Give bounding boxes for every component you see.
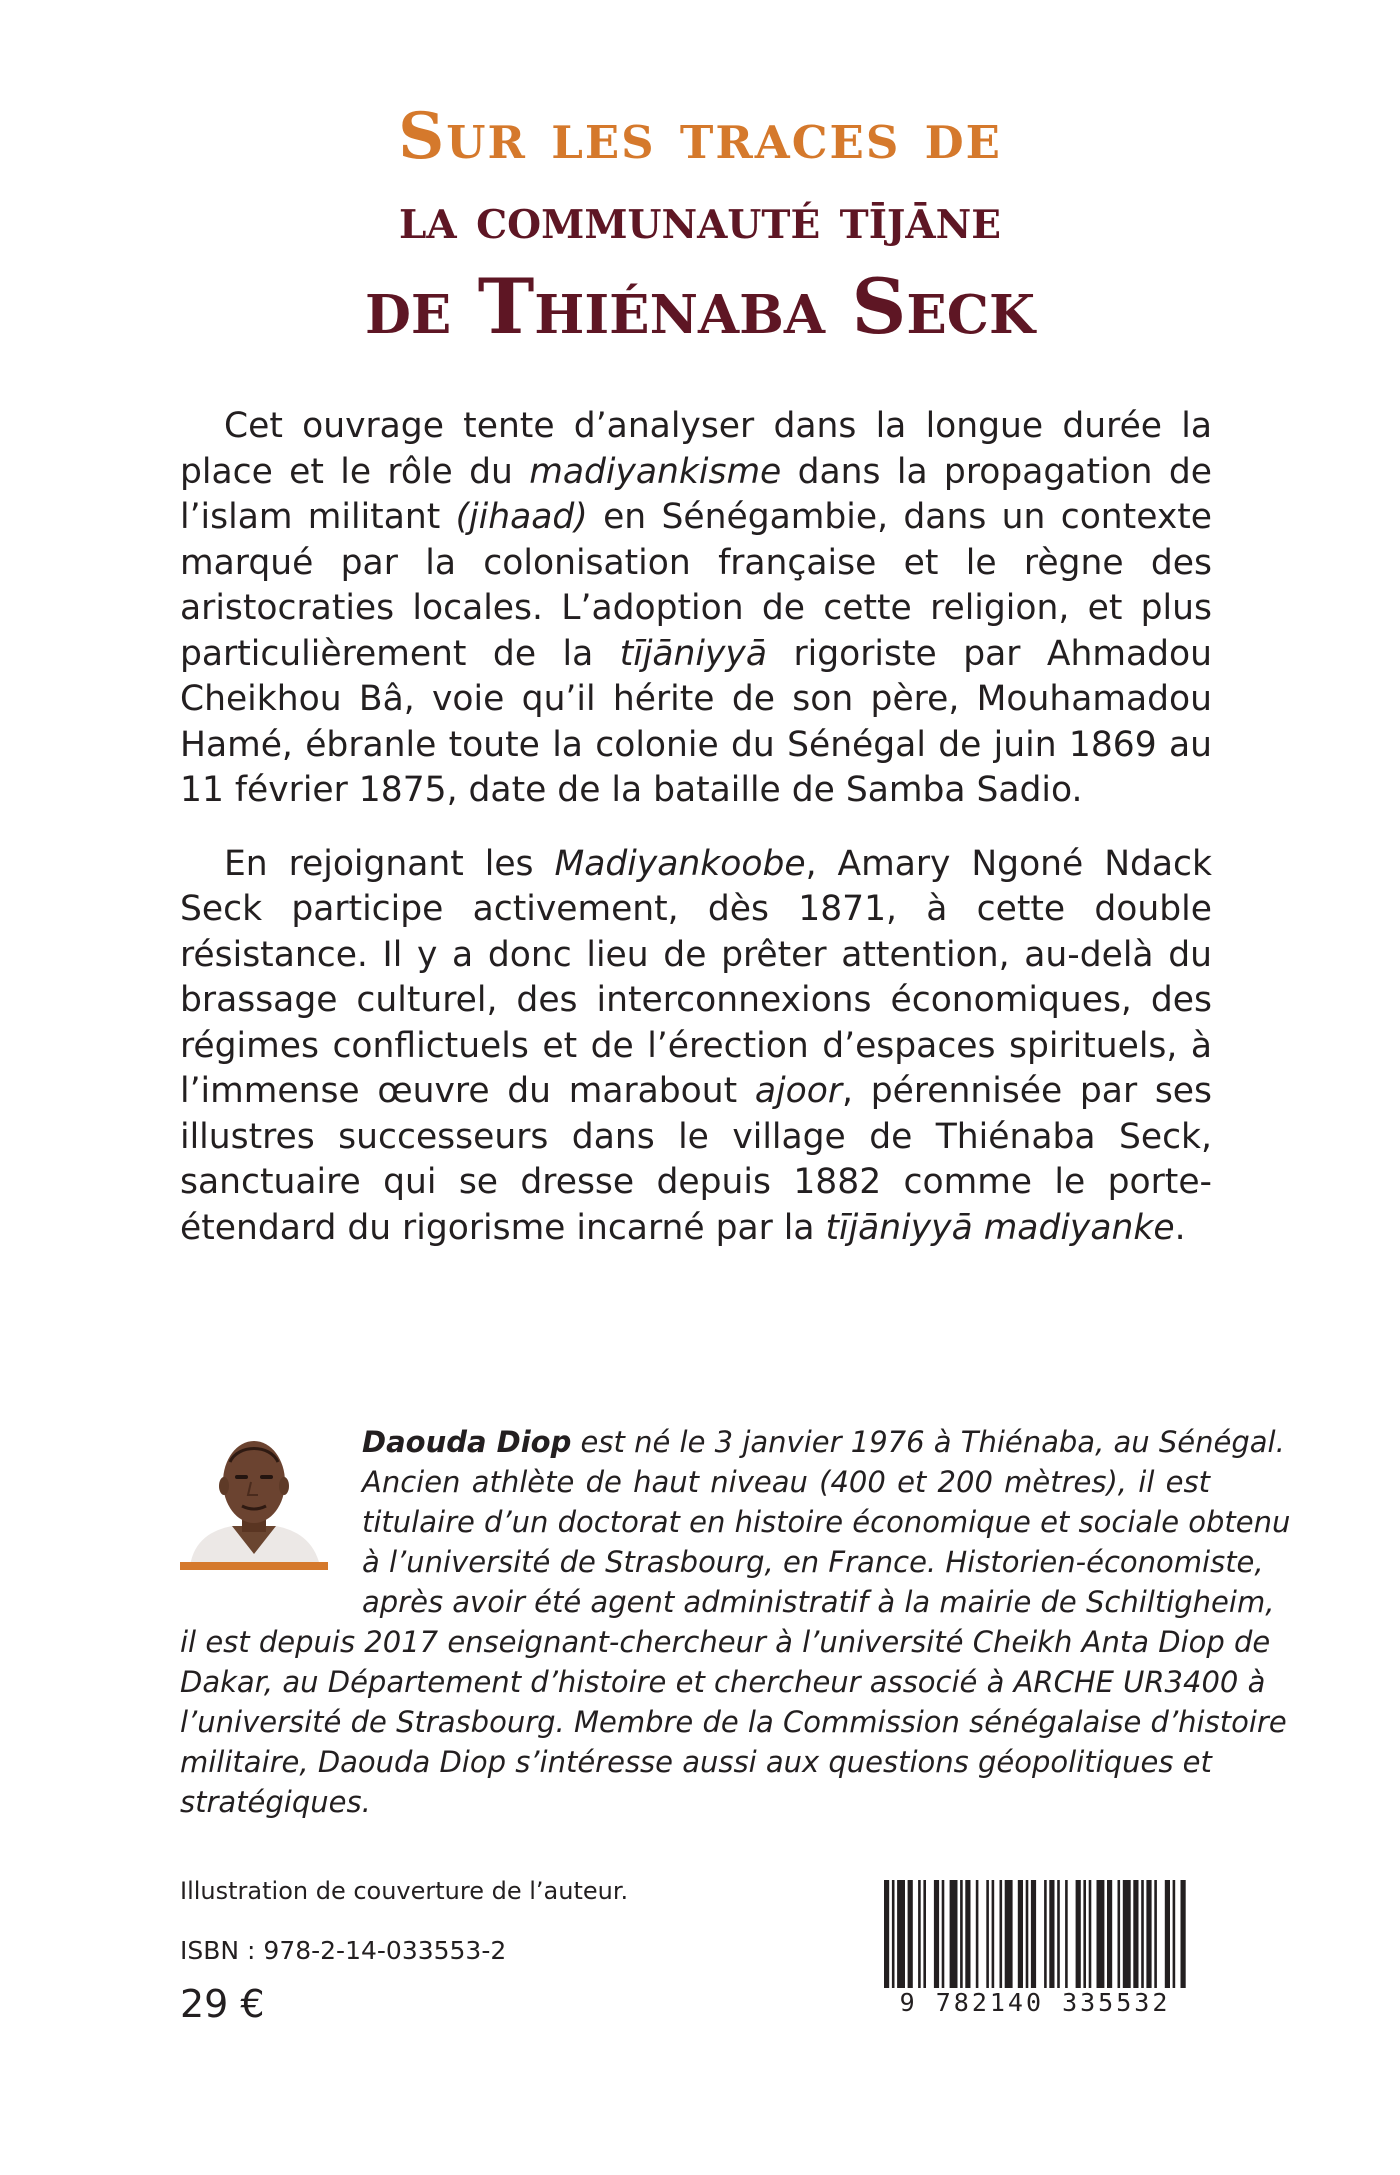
barcode-bar [1123,1880,1131,1988]
barcode-bar [897,1880,905,1988]
barcode-bar [1026,1880,1029,1988]
isbn-barcode [880,1880,1190,2020]
bio-line-9: militaire, Daouda Diop s’intéresse aussi aux questions géopolitiques et [180,1745,1212,1779]
price: 29 € [180,1982,265,2026]
photo-divider [180,1562,328,1570]
summary-paragraph-1: Cet ouvrage tente d’analyser dans la longue durée la place et le rôle du madiyankisme dans la propagation de l’islam militant (jihaad) en Sénégambie, dans un contexte marqué par la colonisation française et le règne des aristocraties locales. L’adoption de cette religion, et plus particulièrement de la tījāniyyā rigoriste par Ahmadou Cheikhou Bâ, voie qu’il hérite de son père, Mouhamadou Hamé, ébranle toute la colonie du Sénégal de juin 1869 au 11 février 1875, date de la bataille de Samba Sadio. [180,406,1213,810]
barcode-bar [1076,1880,1081,1988]
barcode-bar [1133,1880,1138,1988]
title-line-1: Sur les traces de [398,99,1002,174]
bio-line-2: Ancien athlète de haut niveau (400 et 200 mètres), il est [362,1465,1210,1499]
author-photo [180,1432,328,1566]
title-line-3: de Thiénaba Seck [364,262,1036,351]
barcode-bar [1165,1880,1170,1988]
barcode-bar [923,1880,926,1988]
barcode-bar [960,1880,963,1988]
barcode-bar [1049,1880,1054,1988]
bio-line-6: il est depuis 2017 enseignant-chercheur à l’université Cheikh Anta Diop de [180,1625,1271,1659]
barcode-bar [1031,1880,1036,1988]
barcode-bar [1107,1880,1112,1988]
bio-line-7: Dakar, au Département d’histoire et chercheur associé à ARCHE UR3400 à [180,1665,1266,1699]
isbn: ISBN : 978-2-14-033553-2 [180,1936,507,1965]
barcode-bar [950,1880,958,1988]
barcode-bar [918,1880,921,1988]
book-summary [180,404,1212,1251]
barcode-bar [1089,1880,1092,1988]
bio-line-5: après avoir été agent administratif à la mairie de Schiltigheim, [362,1585,1275,1619]
illustration-credit: Illustration de couverture de l’auteur. [180,1877,629,1905]
summary-paragraph-2: En rejoignant les Madiyankoobe, Amary Ngoné Ndack Seck participe activement, dès 1871, à cette double résistance. Il y a donc lieu de prêter attention, au-delà du brassage culturel, des interconnexions économiques, des régimes conflictuels et de l’érection d’espaces spirituels, à l’immense œuvre du marabout ajoor, pérennisée par ses illustres successeurs dans le village de Thiénaba Seck, sanctuaire qui se dresse depuis 1882 comme le porte-étendard du rigorisme incarné par la tījāniyyā madiyanke. [180,843,1212,1248]
barcode-bar [1044,1880,1047,1988]
bio-line-10: stratégiques. [180,1785,371,1819]
barcode-bar [908,1880,913,1988]
barcode-bar [1118,1880,1121,1988]
bio-line-3: titulaire d’un doctorat en histoire économique et sociale obtenu [362,1505,1291,1539]
barcode-bar [1141,1880,1144,1988]
barcode-bar [1083,1880,1086,1988]
barcode-bar [976,1880,979,1988]
barcode-bar [1018,1880,1023,1988]
barcode-bar [892,1880,895,1988]
bio-line-1-text: est né le 3 janvier 1976 à Thiénaba, au Sénégal. [571,1425,1285,1459]
barcode-bar [942,1880,945,1988]
barcode-bar [1146,1880,1151,1988]
barcode-bar [1000,1880,1003,1988]
barcode-bar [884,1880,889,1988]
barcode-bar [1005,1880,1013,1988]
barcode-bar [1154,1880,1157,1988]
author-name: Daouda Diop [362,1425,572,1459]
barcode-bar [965,1880,970,1988]
bio-line-1 [362,1422,1285,1462]
barcode-bar [986,1880,989,1988]
bio-line-8: l’université de Strasbourg. Membre de la Commission sénégalaise d’histoire [180,1705,1287,1739]
barcode-bar [934,1880,939,1988]
barcode-bar [1181,1880,1186,1988]
title-line-2: la communauté tījāne [398,186,1002,252]
bio-line-4: à l’université de Strasbourg, en France. Historien-économiste, [362,1545,1264,1579]
barcode-bar [1097,1880,1105,1988]
barcode-bar [1057,1880,1060,1988]
book-title [0,100,1400,352]
barcode-bar [1065,1880,1068,1988]
barcode-bar [992,1880,995,1988]
barcode-digits: 9 782140 335532 [899,1988,1171,2017]
barcode-bar [1173,1880,1176,1988]
